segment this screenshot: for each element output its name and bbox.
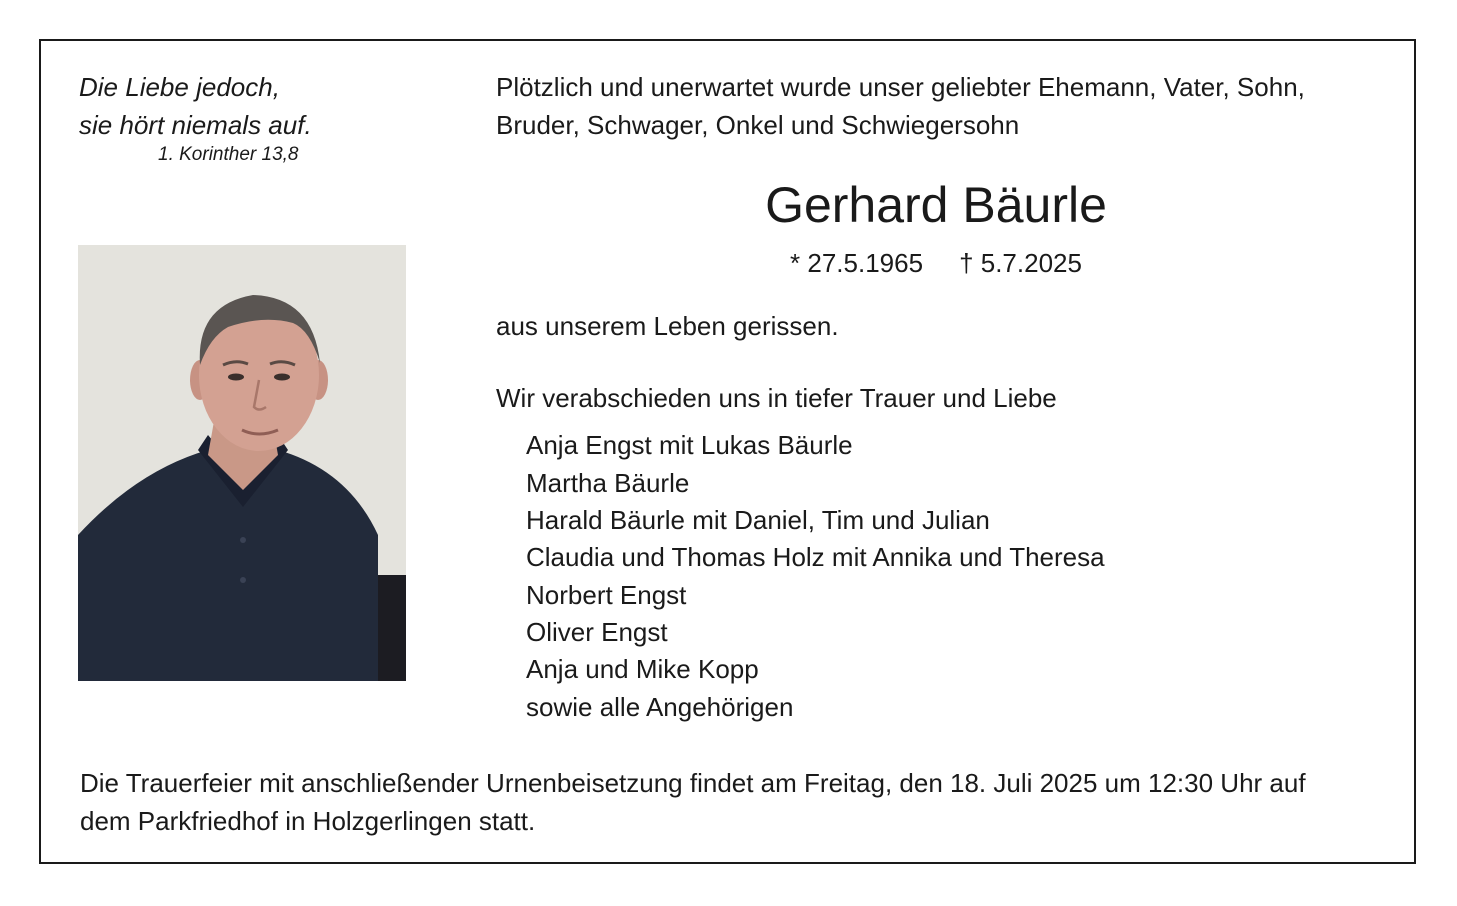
funeral-notice-line-1: Die Trauerfeier mit anschließender Urnenbeisetzung findet am Freitag, den 18. Juli 2025 um 12:30 Uhr auf [80,768,1306,798]
mourner-item: sowie alle Angehörigen [526,692,794,722]
life-dates [496,248,1376,279]
portrait-photo [78,245,406,681]
mourner-item: Anja Engst mit Lukas Bäurle [526,430,853,460]
farewell-text: Wir verabschieden uns in tiefer Trauer und Liebe [496,383,1057,413]
mourner-item: Harald Bäurle mit Daniel, Tim und Julian [526,505,990,535]
intro-line-2: Bruder, Schwager, Onkel und Schwiegersohn [496,110,1020,140]
verse-line-1: Die Liebe jedoch, [79,72,280,102]
mourner-item: Claudia und Thomas Holz mit Annika und Theresa [526,542,1105,572]
verse-line-2: sie hört niemals auf. [79,110,312,140]
mourner-item: Oliver Engst [526,617,668,647]
deceased-name: Gerhard Bäurle [765,177,1107,233]
mourner-item: Anja und Mike Kopp [526,654,759,684]
funeral-notice-line-2: dem Parkfriedhof in Holzgerlingen statt. [80,806,536,836]
birth-date: * 27.5.1965 [790,248,924,278]
intro-line-1: Plötzlich und unerwartet wurde unser geliebter Ehemann, Vater, Sohn, [496,72,1305,102]
verse-reference: 1. Korinther 13,8 [158,144,299,165]
death-date: † 5.7.2025 [959,248,1082,278]
mourner-item: Norbert Engst [526,580,687,610]
outro-text: aus unserem Leben gerissen. [496,311,839,341]
mourner-item: Martha Bäurle [526,468,690,498]
